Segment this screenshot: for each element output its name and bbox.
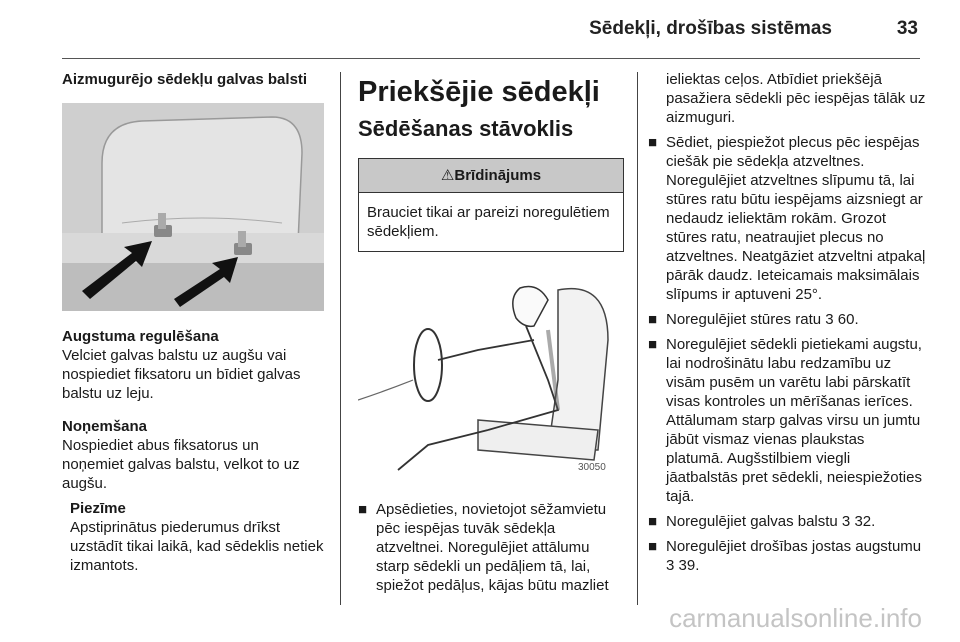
continuation-text: ieliektas ceļos. Atbīdiet priekšējā pasažiera sēdekli pēc iespējas tālāk uz aizmuguri. — [666, 71, 926, 126]
list-item — [648, 310, 926, 329]
header-title: Sēdekļi, drošības sistēmas — [589, 18, 832, 39]
warning-text: Brauciet tikai ar pareizi noregulētiem sēdekļiem. — [367, 204, 610, 240]
note-heading: Piezīme — [70, 500, 126, 517]
front-seats-title: Priekšējie sēdekļi — [358, 76, 600, 108]
list-item — [648, 537, 926, 575]
bullet-mark: ■ — [648, 538, 658, 555]
height-adjustment-heading: Augstuma regulēšana — [62, 328, 219, 345]
list-item — [648, 335, 926, 506]
bullet-text: Noregulējiet galvas balstu 3 32. — [666, 513, 876, 530]
bullet-mark: ■ — [648, 311, 658, 328]
warning-icon: ⚠ — [440, 167, 455, 184]
bullet-mark: ■ — [648, 513, 658, 530]
headrest-photo — [62, 103, 324, 311]
bullet-text: Apsēdieties, novietojot sēžamvietu pēc iespējas tuvāk sēdekļa atzveltnei. Noregulējiet attālumu starp sēdekli un pedāļiem tā, lai, spiežot pedāļus, kājas būtu mazliet — [376, 501, 609, 594]
seated-driver-illustration — [358, 270, 624, 482]
middle-bullet-list — [358, 500, 624, 595]
watermark: carmanualsonline.info — [669, 603, 922, 633]
removal-heading: Noņemšana — [62, 418, 148, 435]
left-column — [62, 70, 324, 575]
removal-text: Nospiediet abus fiksatorus un noņemiet galvas balstu, velkot to uz augšu. — [62, 437, 300, 492]
column-divider-2 — [637, 72, 638, 605]
right-column — [648, 70, 926, 581]
seating-position-subtitle: Sēdēšanas stāvoklis — [358, 116, 574, 141]
headrest-photo-illustration — [62, 103, 324, 311]
page-number: 33 — [896, 18, 918, 39]
right-bullet-list — [648, 133, 926, 575]
list-item — [358, 500, 624, 595]
height-adjustment-text: Velciet galvas balstu uz augšu vai nospiediet fiksatoru un bīdiet galvas balstu uz leju. — [62, 347, 301, 402]
column-divider-1 — [340, 72, 341, 605]
bullet-mark: ■ — [358, 501, 368, 518]
bullet-text: Sēdiet, piespiežot plecus pēc iespējas ciešāk pie sēdekļa atzveltnes. Noregulējiet atzveltnes slīpumu tā, lai stūres ratu būtu iespējams aizsniegt ar nedaudz ieliektām rokām. Grozot stūres ratu, neatraujiet plecus no atzveltnes. Neatgāziet atzveltni atpakaļ pārāk daudz. Ieteicamais maksimālais slīpums ir aptuveni 25°. — [666, 134, 926, 303]
list-item — [648, 512, 926, 531]
note-block — [70, 499, 324, 575]
middle-column — [358, 70, 624, 601]
bullet-mark: ■ — [648, 134, 658, 151]
bullet-text: Noregulējiet drošības jostas augstumu 3 39. — [666, 538, 922, 574]
bullet-text: Noregulējiet sēdekli pietiekami augstu, lai nodrošinātu labu redzamību uz visām pusēm un varētu labi pārskatīt visas kontroles un mērīšanas ierīces. Attālumam starp galvas virsu un jumtu jābūt vismaz vienas plaukstas platumā. Augšstilbiem viegli jāatbalstās pret sēdekli, neiespiežoties tajā. — [666, 336, 922, 505]
header-rule — [62, 58, 920, 59]
warning-title: Brīdinājums — [454, 167, 542, 184]
warning-header — [359, 159, 623, 193]
rear-headrest-heading: Aizmugurējo sēdekļu galvas balsti — [62, 71, 308, 88]
list-item — [648, 133, 926, 304]
warning-box — [358, 158, 624, 252]
figure-code: 30050 — [578, 462, 606, 473]
bullet-text: Noregulējiet stūres ratu 3 60. — [666, 311, 859, 328]
bullet-mark: ■ — [648, 336, 658, 353]
seating-position-drawing — [358, 270, 624, 482]
note-text: Apstiprinātus piederumus drīkst uzstādīt tikai laikā, kad sēdeklis netiek izmantots. — [70, 519, 324, 574]
